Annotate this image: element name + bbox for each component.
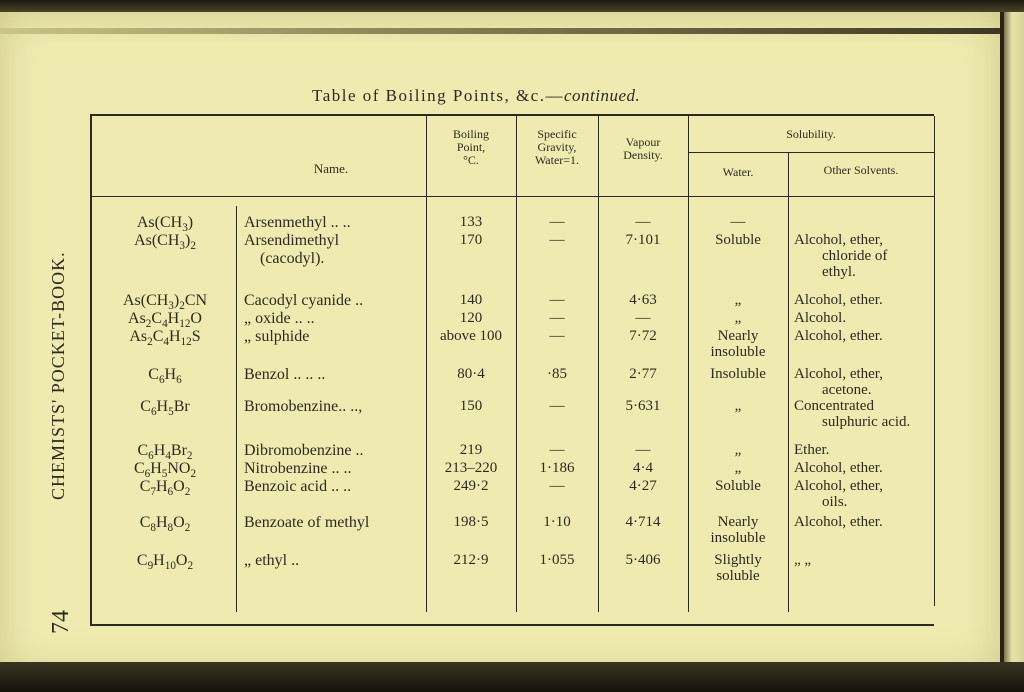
- boiling-point-cell: 140: [459, 292, 483, 308]
- header-bp-line3: °C.: [463, 153, 479, 167]
- other-solvents-cell: Alcohol, ether,: [794, 366, 883, 382]
- water-solubility-cell: Nearly: [717, 328, 759, 344]
- specific-gravity-cell: —: [549, 398, 565, 414]
- header-vd-line1: Vapour: [625, 135, 661, 149]
- other-solvents-cell-line2: oils.: [822, 494, 848, 510]
- formula-cell: $As_2C_4H_{12}O$: [128, 310, 202, 331]
- specific-gravity-cell: —: [549, 328, 565, 344]
- water-solubility-cell: Soluble: [715, 478, 761, 494]
- header-vapour-density: [598, 136, 688, 162]
- other-solvents-cell: Concentrated: [794, 398, 874, 414]
- header-bp-line1: Boiling: [452, 127, 489, 141]
- specific-gravity-cell: 1·10: [543, 514, 571, 530]
- boiling-point-cell: 120: [459, 310, 483, 326]
- formula-cell: $C_6H_4Br_2$: [137, 442, 193, 463]
- water-solubility-cell: „: [734, 398, 742, 414]
- name-cell: „ sulphide: [244, 328, 310, 345]
- header-bp-line2: Point,: [456, 140, 486, 154]
- vapour-density-cell: 4·714: [625, 514, 661, 530]
- col-sep-name: [426, 116, 427, 612]
- header-rule: [0, 28, 1000, 34]
- other-solvents-cell: Ether.: [794, 442, 830, 458]
- formula-cell: $C_7H_6O_2$: [139, 478, 191, 499]
- boiling-point-cell: 80·4: [457, 366, 485, 382]
- other-solvents-cell: Alcohol, ether.: [794, 328, 883, 344]
- name-cell: Cacodyl cyanide ..: [244, 292, 364, 309]
- water-solubility-cell-line2: soluble: [716, 568, 760, 584]
- boiling-point-cell: 213–220: [444, 460, 498, 476]
- col-sep-water: [788, 152, 789, 612]
- formula-cell: $C_6H_6$: [148, 366, 182, 387]
- name-cell: Bromobenzine.. ..,: [244, 398, 363, 415]
- other-solvents-cell: Alcohol, ether,: [794, 232, 883, 248]
- boiling-point-cell: 198·5: [453, 514, 489, 530]
- other-solvents-cell: Alcohol, ether,: [794, 478, 883, 494]
- water-solubility-cell: Slightly: [714, 552, 762, 568]
- header-divider: [92, 196, 934, 197]
- book-top-edge: [0, 0, 1024, 12]
- running-head: CHEMISTS' POCKET-BOOK.: [48, 251, 68, 500]
- specific-gravity-cell: —: [549, 214, 565, 230]
- specific-gravity-cell: —: [549, 292, 565, 308]
- vapour-density-cell: 7·72: [629, 328, 657, 344]
- vapour-density-cell: 4·27: [629, 478, 657, 494]
- specific-gravity-cell: —: [549, 478, 565, 494]
- specific-gravity-cell: 1·055: [539, 552, 575, 568]
- page-number: 74: [48, 610, 74, 634]
- header-water: Water.: [722, 165, 754, 179]
- header-solubility: Solubility.: [786, 127, 836, 141]
- name-cell: Benzol .. .. ..: [244, 366, 326, 383]
- formula-cell: $As(CH_3)$: [136, 214, 194, 235]
- header-sg-line3: Water=1.: [534, 153, 580, 167]
- solubility-divider: [688, 152, 934, 153]
- boiling-point-cell: 150: [459, 398, 483, 414]
- water-solubility-cell: Insoluble: [710, 366, 766, 382]
- header-name: Name.: [313, 161, 349, 176]
- header-vd-line2: Density.: [623, 148, 663, 162]
- water-solubility-cell: „: [734, 292, 742, 308]
- vapour-density-cell: —: [635, 310, 651, 326]
- other-solvents-cell-line3: ethyl.: [822, 264, 856, 280]
- water-solubility-cell: Soluble: [715, 232, 761, 248]
- formula-cell: $C_6H_5NO_2$: [133, 460, 197, 481]
- header-sg-line1: Specific: [537, 127, 577, 141]
- vapour-density-cell: 4·63: [629, 292, 657, 308]
- vapour-density-cell: —: [635, 214, 651, 230]
- formula-cell: $As(CH_3)_2$: [134, 232, 196, 253]
- other-solvents-cell-line2: sulphuric acid.: [822, 414, 911, 430]
- specific-gravity-cell: —: [549, 232, 565, 248]
- boiling-point-cell: 170: [459, 232, 483, 248]
- vapour-density-cell: 4·4: [633, 460, 653, 476]
- water-solubility-cell-line2: insoluble: [710, 530, 766, 546]
- title-main: Table of Boiling Points, &c.—: [312, 86, 564, 105]
- other-solvents-cell-line2: chloride of: [822, 248, 888, 264]
- other-solvents-cell: Alcohol, ether.: [794, 460, 883, 476]
- specific-gravity-cell: —: [549, 442, 565, 458]
- formula-cell: $C_9H_{10}O_2$: [136, 552, 194, 573]
- name-cell: „ oxide .. ..: [244, 310, 315, 327]
- water-solubility-cell: „: [734, 310, 742, 326]
- boiling-point-cell: above 100: [439, 328, 503, 344]
- vapour-density-cell: 5·631: [625, 398, 661, 414]
- formula-cell: $As(CH_3)_2CN$: [122, 292, 208, 313]
- name-cell: „ ethyl ..: [244, 552, 300, 569]
- other-solvents-cell-line2: acetone.: [822, 382, 872, 398]
- table-right-border: [934, 116, 935, 606]
- boiling-point-cell: 219: [459, 442, 483, 458]
- title-continued: continued.: [563, 86, 641, 105]
- specific-gravity-cell: ·85: [547, 366, 567, 382]
- facing-page-edge: [1004, 12, 1024, 674]
- name-cell-line2: (cacodyl).: [260, 250, 325, 267]
- vapour-density-cell: —: [635, 442, 651, 458]
- name-cell: Arsenmethyl .. ..: [244, 214, 351, 231]
- header-other-solvents: Other Solvents.: [823, 163, 899, 177]
- header-specific-gravity: [516, 128, 598, 167]
- other-solvents-cell: „ „: [794, 552, 812, 568]
- boiling-point-cell: 133: [459, 214, 483, 230]
- vapour-density-cell: 7·101: [625, 232, 661, 248]
- vapour-density-cell: 2·77: [629, 366, 657, 382]
- header-boiling-point: [426, 128, 516, 167]
- water-solubility-cell: „: [734, 442, 742, 458]
- name-cell: Arsendimethyl: [244, 232, 340, 249]
- water-solubility-cell: —: [730, 214, 746, 230]
- formula-cell: $C_6H_5Br$: [140, 398, 190, 419]
- other-solvents-cell: Alcohol.: [794, 310, 847, 326]
- book-bottom-edge: [0, 662, 1024, 692]
- boiling-point-cell: 249·2: [453, 478, 489, 494]
- boiling-points-table: [90, 114, 934, 626]
- name-cell: Dibromobenzine ..: [244, 442, 364, 459]
- specific-gravity-cell: 1·186: [539, 460, 575, 476]
- formula-cell: $As_2C_4H_{12}S$: [129, 328, 201, 349]
- col-sep-bp: [516, 116, 517, 612]
- formula-cell: $C_8H_8O_2$: [139, 514, 191, 535]
- name-cell: Benzoate of methyl: [244, 514, 370, 531]
- water-solubility-cell: Nearly: [717, 514, 759, 530]
- other-solvents-cell: Alcohol, ether.: [794, 514, 883, 530]
- water-solubility-cell: „: [734, 460, 742, 476]
- table-title: [312, 86, 640, 106]
- boiling-point-cell: 212·9: [453, 552, 489, 568]
- vapour-density-cell: 5·406: [625, 552, 661, 568]
- header-sg-line2: Gravity,: [537, 140, 577, 154]
- water-solubility-cell-line2: insoluble: [710, 344, 766, 360]
- col-sep-sg: [598, 116, 599, 612]
- name-cell: Nitrobenzine .. ..: [244, 460, 352, 477]
- other-solvents-cell: Alcohol, ether.: [794, 292, 883, 308]
- specific-gravity-cell: —: [549, 310, 565, 326]
- col-sep-formula: [236, 206, 237, 612]
- name-cell: Benzoic acid .. ..: [244, 478, 352, 495]
